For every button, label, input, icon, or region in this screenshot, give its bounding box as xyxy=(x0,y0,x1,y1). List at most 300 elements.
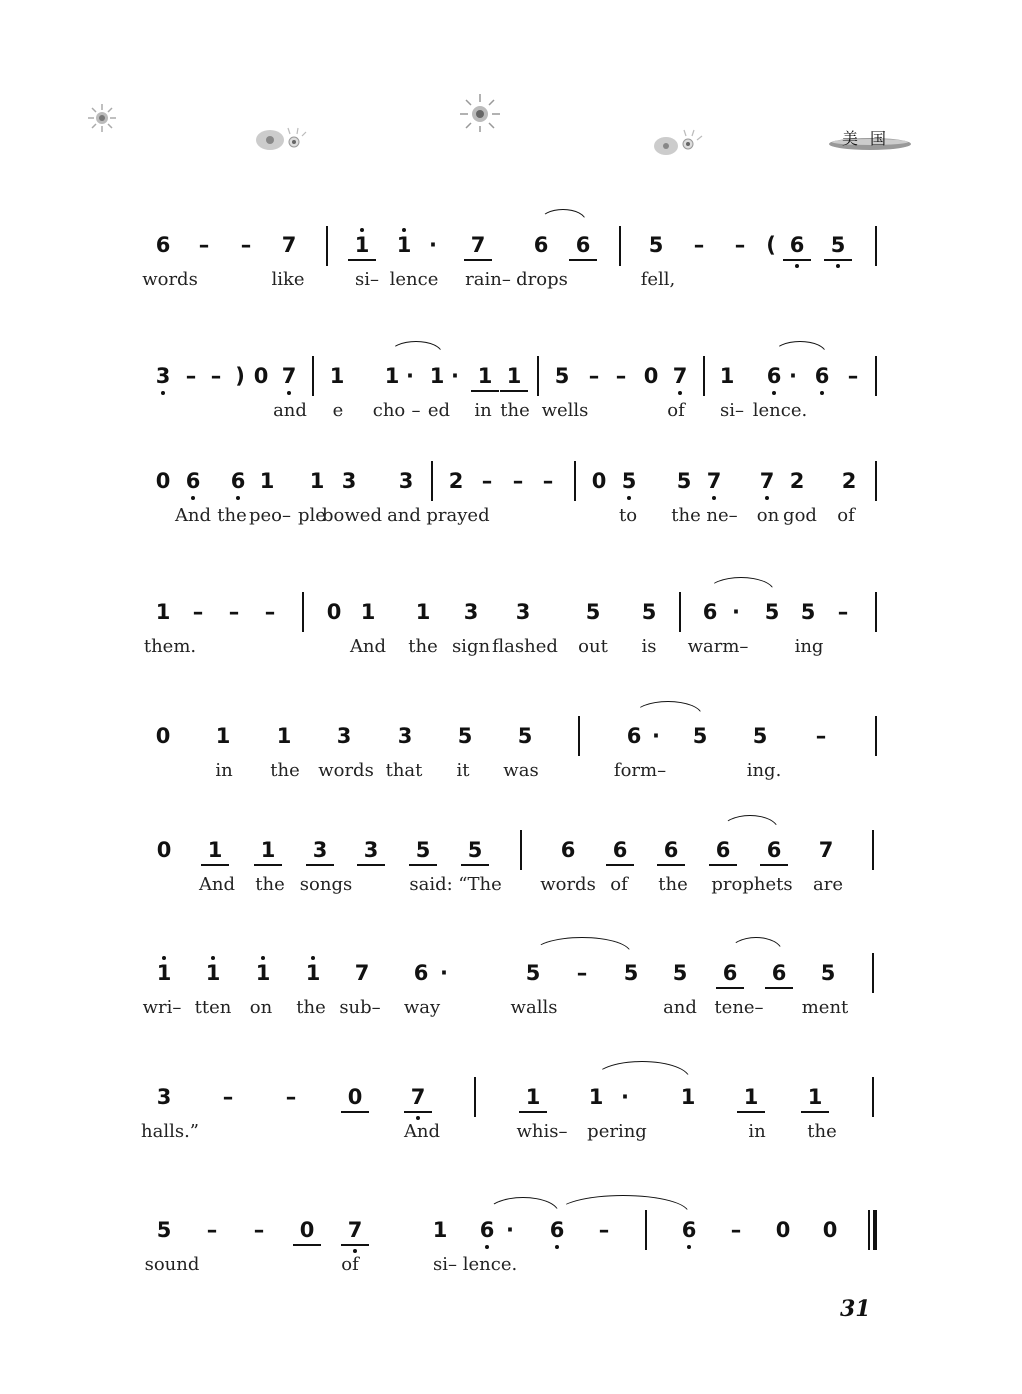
lyric-syllable: bowed xyxy=(322,505,382,526)
octave-dot-low xyxy=(627,496,631,500)
note: 1 xyxy=(525,1085,541,1109)
octave-dot-low xyxy=(287,391,291,395)
note: 1 xyxy=(807,1085,823,1109)
octave-dot-low xyxy=(772,391,776,395)
lyric-syllable: and xyxy=(387,505,421,526)
lyric-syllable: flashed xyxy=(492,636,558,657)
lyric-syllable: the xyxy=(255,874,285,895)
barline xyxy=(537,356,539,396)
barline xyxy=(520,830,522,870)
lyric-syllable: and xyxy=(663,997,697,1018)
note: – xyxy=(615,364,627,388)
note: 1 xyxy=(255,961,271,985)
beam-underline xyxy=(500,390,528,392)
note: 1 xyxy=(719,364,735,388)
note: · xyxy=(506,1218,514,1242)
barline xyxy=(875,461,877,501)
note: 0 xyxy=(156,838,172,862)
lyric-syllable: sound xyxy=(144,1254,200,1275)
note: 1 xyxy=(360,600,376,624)
note: – xyxy=(228,600,240,624)
note: – xyxy=(210,364,222,388)
note: 3 xyxy=(398,469,414,493)
note: 6 xyxy=(612,838,628,862)
lyric-syllable: of xyxy=(837,505,855,526)
note: 5 xyxy=(820,961,836,985)
note: 5 xyxy=(800,600,816,624)
lyric-syllable: and xyxy=(273,400,307,421)
barline xyxy=(578,716,580,756)
lyric-syllable: of xyxy=(610,874,628,895)
note: 6 xyxy=(479,1218,495,1242)
lyric-syllable: halls.” xyxy=(141,1121,199,1142)
note: 1 xyxy=(396,233,412,257)
tie-slur xyxy=(487,1197,559,1213)
lyric-syllable: words xyxy=(540,874,596,895)
lyric-syllable: god xyxy=(783,505,817,526)
flower-ornament-icon xyxy=(455,90,505,134)
lyric-syllable: drops xyxy=(516,269,568,290)
note: 7 xyxy=(672,364,688,388)
tie-slur xyxy=(774,341,826,353)
note: 1 xyxy=(415,600,431,624)
note: – xyxy=(206,1218,218,1242)
note: 6 xyxy=(560,838,576,862)
lyric-syllable: on xyxy=(756,505,780,526)
lyric-syllable: the xyxy=(671,505,701,526)
note: 1 xyxy=(155,600,171,624)
beam-underline xyxy=(461,864,489,866)
lyric-syllable: the xyxy=(296,997,326,1018)
octave-dot-low xyxy=(712,496,716,500)
beam-underline xyxy=(716,987,744,989)
lyric-syllable: the xyxy=(658,874,688,895)
note: 2 xyxy=(841,469,857,493)
note: – xyxy=(198,233,210,257)
note: – xyxy=(576,961,588,985)
note: 2 xyxy=(789,469,805,493)
octave-dot-high xyxy=(261,956,265,960)
note: – xyxy=(481,469,493,493)
note: 5 xyxy=(621,469,637,493)
note: 5 xyxy=(525,961,541,985)
note: 7 xyxy=(281,364,297,388)
note: 0 xyxy=(347,1085,363,1109)
note: · xyxy=(621,1085,629,1109)
lyric-syllable: tten xyxy=(194,997,232,1018)
lyric-syllable: e xyxy=(332,400,344,421)
note: 0 xyxy=(822,1218,838,1242)
note: 0 xyxy=(775,1218,791,1242)
beam-underline xyxy=(765,987,793,989)
barline xyxy=(312,356,314,396)
lyric-syllable: was xyxy=(503,760,539,781)
lyric-syllable: in xyxy=(215,760,233,781)
note: 0 xyxy=(643,364,659,388)
lyric-syllable: wells xyxy=(541,400,589,421)
beam-underline xyxy=(306,864,334,866)
note: 5 xyxy=(672,961,688,985)
note: · xyxy=(406,364,414,388)
octave-dot-high xyxy=(402,228,406,232)
barline xyxy=(302,592,304,632)
barline xyxy=(868,1210,870,1250)
note: 5 xyxy=(554,364,570,388)
lyric-syllable: to xyxy=(618,505,638,526)
lyric-syllable: ne– xyxy=(706,505,738,526)
barline xyxy=(645,1210,647,1250)
barline xyxy=(875,592,877,632)
lyric-syllable: And xyxy=(403,1121,441,1142)
note: 5 xyxy=(764,600,780,624)
note: 6 xyxy=(413,961,429,985)
lyric-syllable: prophets xyxy=(711,874,793,895)
lyric-syllable: on xyxy=(249,997,273,1018)
beam-underline xyxy=(709,864,737,866)
lyric-syllable: walls xyxy=(510,997,558,1018)
beam-underline xyxy=(824,259,852,261)
barline xyxy=(326,226,328,266)
note: 5 xyxy=(415,838,431,862)
barline xyxy=(474,1077,476,1117)
note: 1 xyxy=(506,364,522,388)
note: 6 xyxy=(771,961,787,985)
note: 1 xyxy=(329,364,345,388)
lyric-syllable: lence. xyxy=(752,400,808,421)
note: 6 xyxy=(722,961,738,985)
note: – xyxy=(730,1218,742,1242)
lyric-syllable: them. xyxy=(143,636,197,657)
tie-slur xyxy=(722,815,778,829)
note: 1 xyxy=(477,364,493,388)
lyric-syllable: And xyxy=(349,636,387,657)
octave-dot-low xyxy=(765,496,769,500)
note: 7 xyxy=(281,233,297,257)
note: 1 xyxy=(743,1085,759,1109)
tie-slur xyxy=(533,937,631,953)
octave-dot-low xyxy=(555,1245,559,1249)
note: 5 xyxy=(752,724,768,748)
note: 1 xyxy=(260,838,276,862)
barline xyxy=(872,830,874,870)
note: 3 xyxy=(341,469,357,493)
note: 0 xyxy=(299,1218,315,1242)
note: · xyxy=(429,233,437,257)
note: 6 xyxy=(789,233,805,257)
note: 0 xyxy=(591,469,607,493)
note: 3 xyxy=(312,838,328,862)
note: – xyxy=(185,364,197,388)
note: 1 xyxy=(432,1218,448,1242)
note: 5 xyxy=(676,469,692,493)
note: 6 xyxy=(766,364,782,388)
octave-dot-high xyxy=(162,956,166,960)
note: · xyxy=(732,600,740,624)
barline xyxy=(679,592,681,632)
beam-underline xyxy=(569,259,597,261)
lyric-syllable: lence. xyxy=(462,1254,518,1275)
lyric-syllable: tene– xyxy=(714,997,764,1018)
note: 1 xyxy=(156,961,172,985)
note: 7 xyxy=(354,961,370,985)
note: 6 xyxy=(715,838,731,862)
octave-dot-low xyxy=(191,496,195,500)
tie-slur xyxy=(708,577,774,591)
lyric-syllable: that xyxy=(385,760,423,781)
note: 7 xyxy=(706,469,722,493)
lyric-syllable: form– xyxy=(613,760,667,781)
note: – xyxy=(264,600,276,624)
lyric-syllable: the xyxy=(500,400,530,421)
note: 7 xyxy=(410,1085,426,1109)
octave-dot-low xyxy=(416,1116,420,1120)
note: 6 xyxy=(681,1218,697,1242)
note: 6 xyxy=(626,724,642,748)
note: 5 xyxy=(830,233,846,257)
lyric-syllable: pering xyxy=(587,1121,647,1142)
beam-underline xyxy=(201,864,229,866)
note: 2 xyxy=(448,469,464,493)
lyric-syllable: warm– xyxy=(687,636,749,657)
note: 1 xyxy=(305,961,321,985)
note: · xyxy=(652,724,660,748)
octave-dot-low xyxy=(687,1245,691,1249)
barline xyxy=(619,226,621,266)
note: 0 xyxy=(326,600,342,624)
lyric-syllable: in xyxy=(474,400,492,421)
note: 0 xyxy=(155,469,171,493)
lyric-syllable: the xyxy=(217,505,247,526)
note: 6 xyxy=(766,838,782,862)
lyric-syllable: it xyxy=(456,760,470,781)
note: 3 xyxy=(156,1085,172,1109)
note: 7 xyxy=(347,1218,363,1242)
note: 1 xyxy=(215,724,231,748)
octave-dot-low xyxy=(236,496,240,500)
note: 5 xyxy=(457,724,473,748)
octave-dot-high xyxy=(360,228,364,232)
flower-ornament-icon xyxy=(84,100,124,136)
note: ) xyxy=(235,364,245,388)
beam-underline xyxy=(341,1244,369,1246)
tie-slur xyxy=(557,1195,689,1213)
barline xyxy=(875,226,877,266)
note: 6 xyxy=(185,469,201,493)
note: 5 xyxy=(585,600,601,624)
note: 1 xyxy=(309,469,325,493)
note: 5 xyxy=(623,961,639,985)
note: 3 xyxy=(336,724,352,748)
barline xyxy=(875,716,877,756)
lyric-syllable: ing. xyxy=(746,760,782,781)
note: 6 xyxy=(663,838,679,862)
beam-underline xyxy=(519,1111,547,1113)
lyric-syllable: is xyxy=(641,636,657,657)
note: · xyxy=(440,961,448,985)
note: 3 xyxy=(397,724,413,748)
lyric-syllable: ple xyxy=(298,505,326,526)
note: 0 xyxy=(253,364,269,388)
note: – xyxy=(512,469,524,493)
octave-dot-low xyxy=(820,391,824,395)
note: – xyxy=(847,364,859,388)
lyric-syllable: rain– xyxy=(465,269,511,290)
lyric-syllable: wri– xyxy=(142,997,182,1018)
beam-underline xyxy=(464,259,492,261)
note: – xyxy=(240,233,252,257)
lyric-syllable: are xyxy=(813,874,843,895)
note: 7 xyxy=(470,233,486,257)
beam-underline xyxy=(801,1111,829,1113)
lyric-syllable: “The xyxy=(458,874,502,895)
octave-dot-high xyxy=(311,956,315,960)
lyric-syllable: si– xyxy=(433,1254,457,1275)
flower-ornament-icon xyxy=(250,118,314,158)
lyric-syllable: in xyxy=(748,1121,766,1142)
note: 3 xyxy=(155,364,171,388)
beam-underline xyxy=(737,1111,765,1113)
header-country: 美国 xyxy=(842,129,899,148)
lyric-syllable: prayed xyxy=(426,505,490,526)
lyric-syllable: of xyxy=(667,400,685,421)
lyric-syllable: And xyxy=(174,505,212,526)
lyric-syllable: sign xyxy=(451,636,491,657)
lyric-syllable: And xyxy=(198,874,236,895)
lyric-syllable: like xyxy=(271,269,305,290)
beam-underline xyxy=(293,1244,321,1246)
flower-ornament-icon xyxy=(648,124,712,160)
note: – xyxy=(693,233,705,257)
octave-dot-low xyxy=(161,391,165,395)
lyric-syllable: si– xyxy=(355,269,379,290)
note: ( xyxy=(766,233,776,257)
note: – xyxy=(253,1218,265,1242)
beam-underline xyxy=(341,1111,369,1113)
note: 5 xyxy=(517,724,533,748)
octave-dot-low xyxy=(836,264,840,268)
octave-dot-high xyxy=(211,956,215,960)
lyric-syllable: – xyxy=(411,400,421,421)
lyric-syllable: cho xyxy=(372,400,406,421)
lyric-syllable: the xyxy=(408,636,438,657)
note: 1 xyxy=(429,364,445,388)
lyric-syllable: words xyxy=(142,269,198,290)
note: 1 xyxy=(354,233,370,257)
lyric-syllable: lence xyxy=(389,269,439,290)
note: 7 xyxy=(818,838,834,862)
beam-underline xyxy=(357,864,385,866)
barline xyxy=(574,461,576,501)
tie-slur xyxy=(634,701,702,715)
note: – xyxy=(837,600,849,624)
octave-dot-low xyxy=(678,391,682,395)
lyric-syllable: songs xyxy=(299,874,353,895)
note: – xyxy=(598,1218,610,1242)
beam-underline xyxy=(404,1111,432,1113)
beam-underline xyxy=(348,259,376,261)
note: – xyxy=(588,364,600,388)
note: 5 xyxy=(648,233,664,257)
note: 6 xyxy=(814,364,830,388)
note: 5 xyxy=(156,1218,172,1242)
barline xyxy=(872,1077,874,1117)
note: · xyxy=(789,364,797,388)
note: 1 xyxy=(205,961,221,985)
octave-dot-low xyxy=(353,1249,357,1253)
beam-underline xyxy=(409,864,437,866)
note: – xyxy=(542,469,554,493)
note: 5 xyxy=(692,724,708,748)
note: 6 xyxy=(575,233,591,257)
note: 3 xyxy=(363,838,379,862)
note: 3 xyxy=(463,600,479,624)
lyric-syllable: said: xyxy=(409,874,453,895)
lyric-syllable: ing xyxy=(794,636,824,657)
note: 1 xyxy=(207,838,223,862)
beam-underline xyxy=(657,864,685,866)
note: 3 xyxy=(515,600,531,624)
beam-underline xyxy=(254,864,282,866)
tie-slur xyxy=(594,1061,690,1079)
note: – xyxy=(734,233,746,257)
beam-underline xyxy=(606,864,634,866)
lyric-syllable: sub– xyxy=(339,997,381,1018)
note: 5 xyxy=(467,838,483,862)
lyric-syllable: the xyxy=(807,1121,837,1142)
lyric-syllable: si– xyxy=(720,400,744,421)
lyric-syllable: peo– xyxy=(248,505,292,526)
octave-dot-low xyxy=(795,264,799,268)
beam-underline xyxy=(760,864,788,866)
barline xyxy=(872,953,874,993)
note: – xyxy=(815,724,827,748)
lyric-syllable: way xyxy=(403,997,441,1018)
lyric-syllable: of xyxy=(341,1254,359,1275)
lyric-syllable: ment xyxy=(801,997,849,1018)
note: 6 xyxy=(230,469,246,493)
note: 5 xyxy=(641,600,657,624)
note: 1 xyxy=(384,364,400,388)
barline xyxy=(875,356,877,396)
note: 7 xyxy=(759,469,775,493)
octave-dot-low xyxy=(485,1245,489,1249)
lyric-syllable: ed xyxy=(427,400,451,421)
note: 6 xyxy=(702,600,718,624)
note: 6 xyxy=(533,233,549,257)
beam-underline xyxy=(471,390,499,392)
beam-underline xyxy=(783,259,811,261)
note: – xyxy=(192,600,204,624)
tie-slur xyxy=(730,937,782,951)
lyric-syllable: fell, xyxy=(640,269,676,290)
page-number: 31 xyxy=(840,1296,871,1322)
note: · xyxy=(451,364,459,388)
lyric-syllable: the xyxy=(270,760,300,781)
note: 1 xyxy=(259,469,275,493)
note: 6 xyxy=(155,233,171,257)
final-barline xyxy=(873,1210,877,1250)
barline xyxy=(431,461,433,501)
barline xyxy=(703,356,705,396)
lyric-syllable: whis– xyxy=(516,1121,568,1142)
note: – xyxy=(285,1085,297,1109)
lyric-syllable: out xyxy=(578,636,608,657)
note: 1 xyxy=(680,1085,696,1109)
note: – xyxy=(222,1085,234,1109)
note: 1 xyxy=(276,724,292,748)
lyric-syllable: words xyxy=(318,760,374,781)
note: 6 xyxy=(549,1218,565,1242)
